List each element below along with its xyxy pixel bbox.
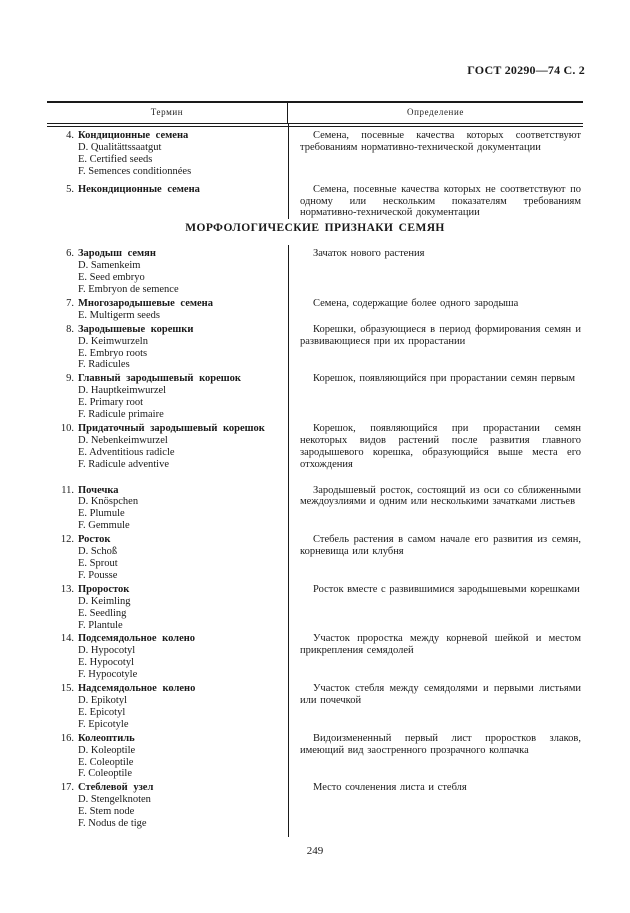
row-number: 15. [60, 683, 74, 695]
term-lang-line: E. Certified seeds [78, 153, 153, 165]
definition-cell [288, 584, 583, 632]
term-row [47, 324, 583, 372]
definition-text: Зародышевый росток, состоящий из оси со сближенными междоузлиями и одним или несколькими зачатками листьев [300, 484, 581, 508]
term-cell [47, 534, 288, 582]
term-row [47, 633, 583, 681]
term-lang-line: E. Plumule [78, 508, 125, 520]
term-cell [47, 733, 288, 781]
table-body-sections [47, 127, 583, 837]
definition-cell [288, 683, 583, 731]
term-langs [52, 310, 282, 322]
term-lang-line: D. Stengelknoten [78, 794, 151, 806]
term-langs [52, 336, 282, 372]
column-header-term: Термин [47, 103, 288, 123]
term-cell [47, 248, 288, 296]
term-lang-line: F. Gemmule [78, 520, 130, 532]
definition-cell [288, 248, 583, 296]
section-body [47, 127, 583, 219]
term-langs [52, 435, 282, 471]
term-cell [47, 584, 288, 632]
term-lang-line: E. Embryo roots [78, 347, 148, 359]
definition-text: Место сочленения листа и стебля [313, 782, 467, 794]
term-name: Почечка [78, 484, 119, 496]
term-name: Зародышевые корешки [78, 323, 194, 335]
term-cell [47, 683, 288, 731]
definition-text: Семена, посевные качества которых не соответствуют по одному или нескольким показателям требованиям нормативно-технической документации [300, 183, 581, 219]
term-lang-line: D. Hypocotyl [78, 645, 136, 657]
term-langs [52, 695, 282, 731]
term-langs [52, 645, 282, 681]
row-number: 9. [66, 373, 74, 385]
term-name: Придаточный зародышевый корешок [78, 422, 265, 434]
definition-cell [288, 423, 583, 471]
definition-cell [288, 184, 583, 220]
term-lang-line: E. Coleoptile [78, 756, 134, 768]
term-name: Зародыш семян [78, 248, 156, 260]
term-lang-line: E. Multigerm seeds [78, 309, 160, 321]
column-header-definition: Определение [407, 107, 464, 118]
term-row [47, 683, 583, 731]
definition-text: Зачаток нового растения [313, 248, 425, 260]
term-row [47, 248, 583, 296]
term-lang-line: D. Nebenkeimwurzel [78, 434, 168, 446]
table-header-row [47, 101, 583, 123]
term-lang-line: F. Nodus de tige [78, 818, 147, 830]
term-name: Проросток [78, 583, 130, 595]
row-number: 12. [60, 534, 74, 546]
row-number: 17. [60, 782, 74, 794]
term-lang-line: F. Plantule [78, 619, 123, 631]
term-cell [47, 423, 288, 471]
section-body [47, 245, 583, 837]
term-lang-line: E. Seedling [78, 607, 127, 619]
term-lang-line: E. Seed embryo [78, 272, 145, 284]
term-row [47, 733, 583, 781]
term-lang-line: D. Keimling [78, 595, 131, 607]
term-cell [47, 633, 288, 681]
term-name: Колеоптиль [78, 732, 135, 744]
definition-text: Семена, посевные качества которых соответствуют требованиям нормативно-технической документации [300, 130, 581, 153]
term-langs [52, 496, 282, 532]
definition-text: Корешок, появляющийся при прорастании семян первым [313, 373, 576, 385]
row-number: 13. [60, 583, 74, 595]
definition-cell [288, 782, 583, 830]
definition-text: Стебель растения в самом начале его развития из семян, корневища или клубня [300, 534, 581, 558]
row-number: 16. [60, 732, 74, 744]
term-cell [47, 782, 288, 830]
term-row [47, 298, 583, 322]
row-number: 7. [66, 297, 74, 309]
terms-table [47, 101, 583, 837]
term-name: Надсемядольное колено [78, 683, 196, 695]
term-lang-line: D. Qualitättssaatgut [78, 141, 162, 153]
term-lang-line: F. Hypocotyle [78, 669, 138, 681]
term-lang-line: E. Stem node [78, 806, 135, 818]
term-lang-line: F. Radicule primaire [78, 409, 164, 421]
definition-text: Участок проростка между корневой шейкой и местом прикрепления семядолей [300, 633, 581, 657]
definition-cell [288, 633, 583, 681]
term-lang-line: F. Embryon de semence [78, 283, 179, 295]
term-lang-line: E. Hypocotyl [78, 657, 134, 669]
row-number: 8. [66, 323, 74, 335]
term-langs [52, 142, 282, 178]
term-lang-line: D. Epikotyl [78, 694, 127, 706]
term-row [47, 485, 583, 533]
term-langs [52, 745, 282, 781]
term-langs [52, 385, 282, 421]
term-name: Росток [78, 534, 111, 546]
page-number: 249 [306, 845, 324, 857]
definition-text: Семена, содержащие более одного зародыша [313, 297, 519, 309]
term-lang-line: E. Adventitious radicle [78, 446, 175, 458]
term-langs [52, 260, 282, 296]
definition-cell [288, 485, 583, 533]
term-lang-line: E. Primary root [78, 397, 144, 409]
definition-text: Участок стебля между семядолями и первыми листьями или почечкой [300, 683, 581, 706]
term-lang-line: F. Coleoptile [78, 768, 132, 780]
term-lang-line: F. Semences conditionnées [78, 165, 192, 177]
section-heading: МОРФОЛОГИЧЕСКИЕ ПРИЗНАКИ СЕМЯН [185, 222, 445, 235]
term-row [47, 373, 583, 421]
term-lang-line: F. Radicule adventive [78, 458, 170, 470]
definition-text: Росток вместе с развившимися зародышевыми корешками [313, 583, 580, 595]
term-cell [47, 485, 288, 533]
term-name: Кондиционные семена [78, 130, 189, 141]
term-lang-line: D. Samenkeim [78, 260, 141, 272]
term-name: Некондиционные семена [78, 183, 200, 195]
term-cell [47, 184, 288, 220]
term-lang-line: D. Knöspchen [78, 496, 139, 508]
definition-cell [288, 130, 583, 178]
table-section [47, 127, 583, 219]
definition-cell [288, 298, 583, 322]
row-number: 6. [66, 248, 74, 260]
term-name: Главный зародышевый корешок [78, 373, 241, 385]
term-lang-line: F. Pousse [78, 569, 118, 581]
term-langs [52, 596, 282, 632]
definition-cell [288, 373, 583, 421]
term-lang-line: E. Epicotyl [78, 706, 126, 718]
term-cell [47, 373, 288, 421]
row-number: 14. [60, 633, 74, 645]
term-langs [52, 794, 282, 830]
term-lang-line: F. Epicotyle [78, 718, 129, 730]
term-cell [47, 130, 288, 178]
term-row [47, 423, 583, 471]
term-cell [47, 324, 288, 372]
term-row [47, 782, 583, 830]
term-name: Стеблевой узел [78, 782, 154, 794]
term-row [47, 534, 583, 582]
term-langs [52, 546, 282, 582]
page-header: ГОСТ 20290—74 С. 2 [467, 63, 585, 77]
term-lang-line: D. Schoß [78, 546, 118, 558]
term-lang-line: E. Sprout [78, 558, 118, 569]
term-lang-line: D. Koleoptile [78, 744, 136, 756]
term-row [47, 130, 583, 178]
definition-text: Корешки, образующиеся в период формирования семян и развивающиеся при их прорастании [300, 323, 581, 347]
definition-cell [288, 534, 583, 582]
definition-cell [288, 733, 583, 781]
definition-text: Видоизмененный первый лист проростков злаков, имеющий вид заостренного прозрачного колпачка [300, 732, 581, 756]
term-name: Подсемядольное колено [78, 633, 196, 645]
row-number: 10. [60, 422, 74, 434]
term-lang-line: D. Hauptkeimwurzel [78, 385, 167, 397]
term-row [47, 584, 583, 632]
row-number: 11. [61, 484, 74, 496]
row-number: 5. [66, 183, 74, 195]
term-name: Многозародышевые семена [78, 297, 213, 309]
row-number: 4. [66, 130, 74, 141]
term-row [47, 184, 583, 220]
table-section [47, 223, 583, 837]
term-cell [47, 298, 288, 322]
definition-text: Корешок, появляющийся при прорастании семян некоторых видов растений после развития главного зародышевого корешка, образующийся выше места его отхождения [300, 422, 581, 470]
term-lang-line: F. Radicules [78, 359, 130, 371]
definition-cell [288, 324, 583, 372]
term-lang-line: D. Keimwurzeln [78, 335, 148, 347]
